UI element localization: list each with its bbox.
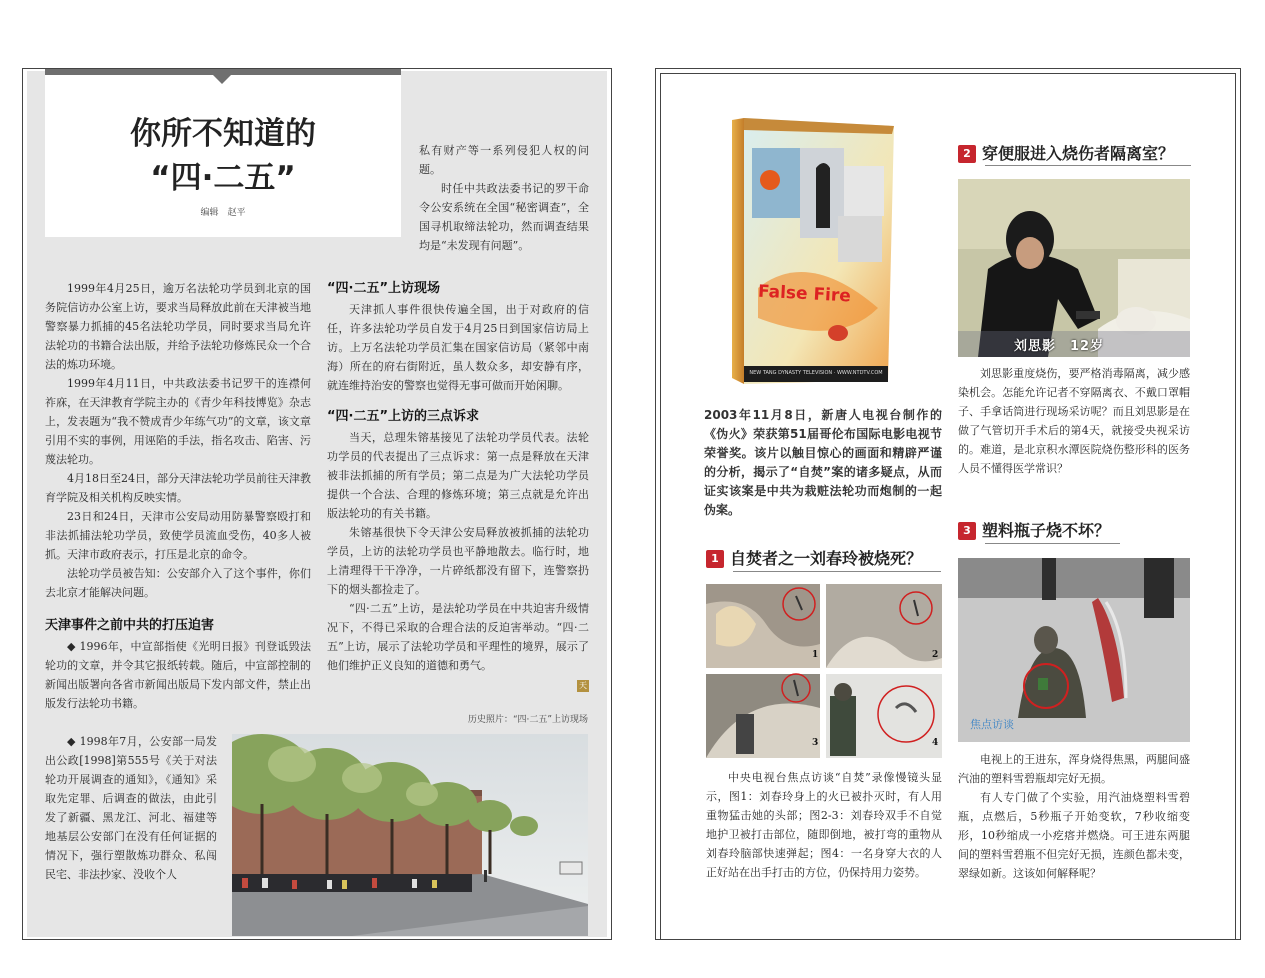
paragraph: 23日和24日，天津市公安局动用防暴警察殴打和非法抓捕法轮功学员，致使学员流血受伤，40多人被抓。天津市政府表示，打压是北京的命令。 (45, 510, 311, 561)
photo-caption: 历史照片：“四·二五”上访现场 (467, 715, 588, 725)
appeal-scene-photo (232, 734, 588, 936)
number-badge: 3 (958, 522, 976, 540)
column-left (45, 279, 311, 713)
heading-underline (733, 571, 941, 572)
number-badge: 2 (958, 145, 976, 163)
frame-label: 1 (812, 650, 819, 660)
frame-1 (706, 584, 820, 668)
number-badge: 1 (706, 550, 724, 568)
dvd-cover-image (718, 108, 904, 396)
column-middle (327, 279, 589, 675)
dvd-caption: 2003年11月8日，新唐人电视台制作的《伪火》荣获第51届哥伦布国际电影电视节荣誉奖。该片以触目惊心的画面和精辟严谨的分析，揭示了“自焚”案的诸多疑点，从而证实该案是中共为栽赃法轮功而炮制的一起伪案。 (704, 408, 942, 517)
heading-underline (985, 165, 1191, 166)
section-2-heading (958, 141, 1198, 164)
cctv-program-logo: 焦点访谈 (970, 718, 1014, 731)
editor-credit: 编辑 赵平 (200, 208, 246, 218)
paragraph: 私有财产等一系列侵犯人权的问题。 (419, 144, 589, 176)
section-3-text (958, 750, 1190, 883)
image-caption-overlay: 刘思影 12岁 (1014, 339, 1105, 354)
paragraph: “四·二五”上访，是法轮功学员在中共迫害升级情况下，不得已采取的合理合法的反迫害举动。“四·二五”上访，展示了法轮功学员和平理性的境界，展示了他们维护正义良知的道德和勇气。 (327, 602, 589, 672)
paragraph: 时任中共政法委书记的罗干命令公安系统在全国“秘密调查”，全国寻机取缔法轮功，然而调查结果均是“未发现有问题”。 (419, 182, 589, 252)
article-title: 你所不知道的 “四·二五” (130, 116, 316, 196)
section-3-heading (958, 518, 1198, 541)
paragraph: 当天，总理朱镕基接见了法轮功学员代表。法轮功学员的代表提出了三点诉求：第一点是释放在天津被非法抓捕的所有学员；第二点是为广大法轮功学员提供一个合法、合理的修炼环境；第三点就是允许出版法轮功的有关书籍。 (327, 431, 589, 520)
paragraph: 4月18日至24日，部分天津法轮功学员前往天津教育学院及相关机构反映实情。 (45, 472, 311, 504)
paragraph: 1999年4月11日，中共政法委书记罗干的连襟何祚庥，在天津教育学院主办的《青少年科技博览》杂志上，发表题为“我不赞成青少年练气功”的文章，该文章引用不实的事例，用诬陷的手法，指名攻击、陷害、污蔑法轮功。 (45, 377, 311, 466)
tiananmen-scene-image (958, 558, 1190, 742)
frame-label: 3 (812, 738, 819, 748)
paragraph: 法轮功学员被告知：公安部介入了这个事件，你们去北京才能解决问题。 (45, 567, 311, 599)
section-1-title: 自焚者之一刘春玲被烧死？ (730, 549, 923, 568)
section-2-title: 穿便服进入烧伤者隔离室？ (982, 144, 1175, 163)
frame-2 (826, 584, 942, 668)
section-heading: 天津事件之前中共的打压迫害 (45, 618, 215, 633)
paragraph: 天津抓人事件很快传遍全国，出于对政府的信任，许多法轮功学员自发于4月25日到国家信访局上访。上万名法轮功学员汇集在国家信访局（紧邻中南海）所在的府右街附近，虽人数众多，却安静有序，就连维持治安的警察也觉得无事可做而开始闲聊。 (327, 303, 589, 392)
heading-underline (985, 543, 1120, 544)
frame-label: 4 (932, 738, 939, 748)
paragraph: ◆ 1996年，中宣部指使《光明日报》刊登诋毁法轮功的文章，并令其它报纸转载。随后，中宣部控制的新闻出版署向各省市新闻出版局下发内部文件，禁止出版发行法轮功书籍。 (45, 640, 311, 710)
paragraph: 1999年4月25日，逾万名法轮功学员到北京的国务院信访办公室上访，要求当局释放此前在天津被当地警察暴力抓捕的45名法轮功学员，同时要求当局允许法轮功的书籍合法出版，并给予法轮功修炼民众一个合法的炼功环境。 (45, 282, 311, 371)
video-frames-grid (706, 584, 942, 758)
section-1-text (706, 768, 942, 882)
frame-label: 2 (932, 650, 939, 660)
title-notch (213, 75, 231, 84)
frame-4 (826, 674, 942, 758)
end-mark-icon: 天 (579, 681, 587, 690)
section-heading: “四·二五”上访的三点诉求 (327, 409, 480, 424)
section-1-heading (706, 546, 946, 569)
paragraph: ◆ 1998年7月，公安部一局发出公政[1998]第555号《关于对法轮功开展调查的通知》，《通知》采取先定罪、后调查的做法，由此引发了新疆、黑龙江、河北、福建等地基层公安部门在没有任何证据的情况下，强行塑散炼功群众、私闯民宅、非法抄家、没收个人 (45, 735, 217, 881)
section-3-title: 塑料瓶子烧不坏？ (982, 521, 1111, 540)
column-left-lower (45, 732, 217, 884)
frame-3 (706, 674, 820, 758)
paragraph: 朱镕基很快下令天津公安局释放被抓捕的法轮功学员，上访的法轮功学员也平静地散去。临行时，地上清理得干干净净，一片碎纸都没有留下，连警察扔下的烟头都捡走了。 (327, 526, 589, 596)
paragraph: 有人专门做了个实验，用汽油烧塑料雪碧瓶，点燃后，5秒瓶子开始变软，7秒收缩变形，10秒缩成一小疙瘩并燃烧。可王进东两腿间的塑料雪碧瓶不但完好无损，连颜色都未变，翠绿如新。这该如何解释呢？ (958, 791, 1190, 880)
section-2-text (958, 364, 1190, 478)
hospital-interview-image (958, 179, 1190, 357)
section-heading: “四·二五”上访现场 (327, 281, 441, 296)
paragraph: 电视上的王进东，浑身烧得焦黑，两腿间盛汽油的塑料雪碧瓶却完好无损。 (958, 753, 1190, 785)
paragraph: 中央电视台焦点访谈“自焚”录像慢镜头显示，图1：刘春玲身上的火已被扑灭时，有人用重物猛击她的头部；图2-3：刘春玲双手不自觉地护卫被打击部位，随即倒地，被打弯的重物从刘春玲脑部快速弹起；图4：一名身穿大衣的人正好站在出手打击的方位，仍保持用力姿势。 (706, 771, 942, 879)
dvd-title: False Fire (757, 281, 852, 307)
paragraph: 刘思影重度烧伤，要严格消毒隔离，减少感染机会。怎能允许记者不穿隔离衣、不戴口罩帽子、手拿话筒进行现场采访呢？而且刘思影是在做了气管切开手术后的第4天，就接受央视采访的。难道，是北京积水潭医院烧伤整形科的医务人员不懂得医学常识？ (958, 367, 1190, 475)
column-top-right (419, 141, 589, 255)
dvd-footer: NEW TANG DYNASTY TELEVISION · WWW.NTDTV.COM (749, 370, 883, 376)
